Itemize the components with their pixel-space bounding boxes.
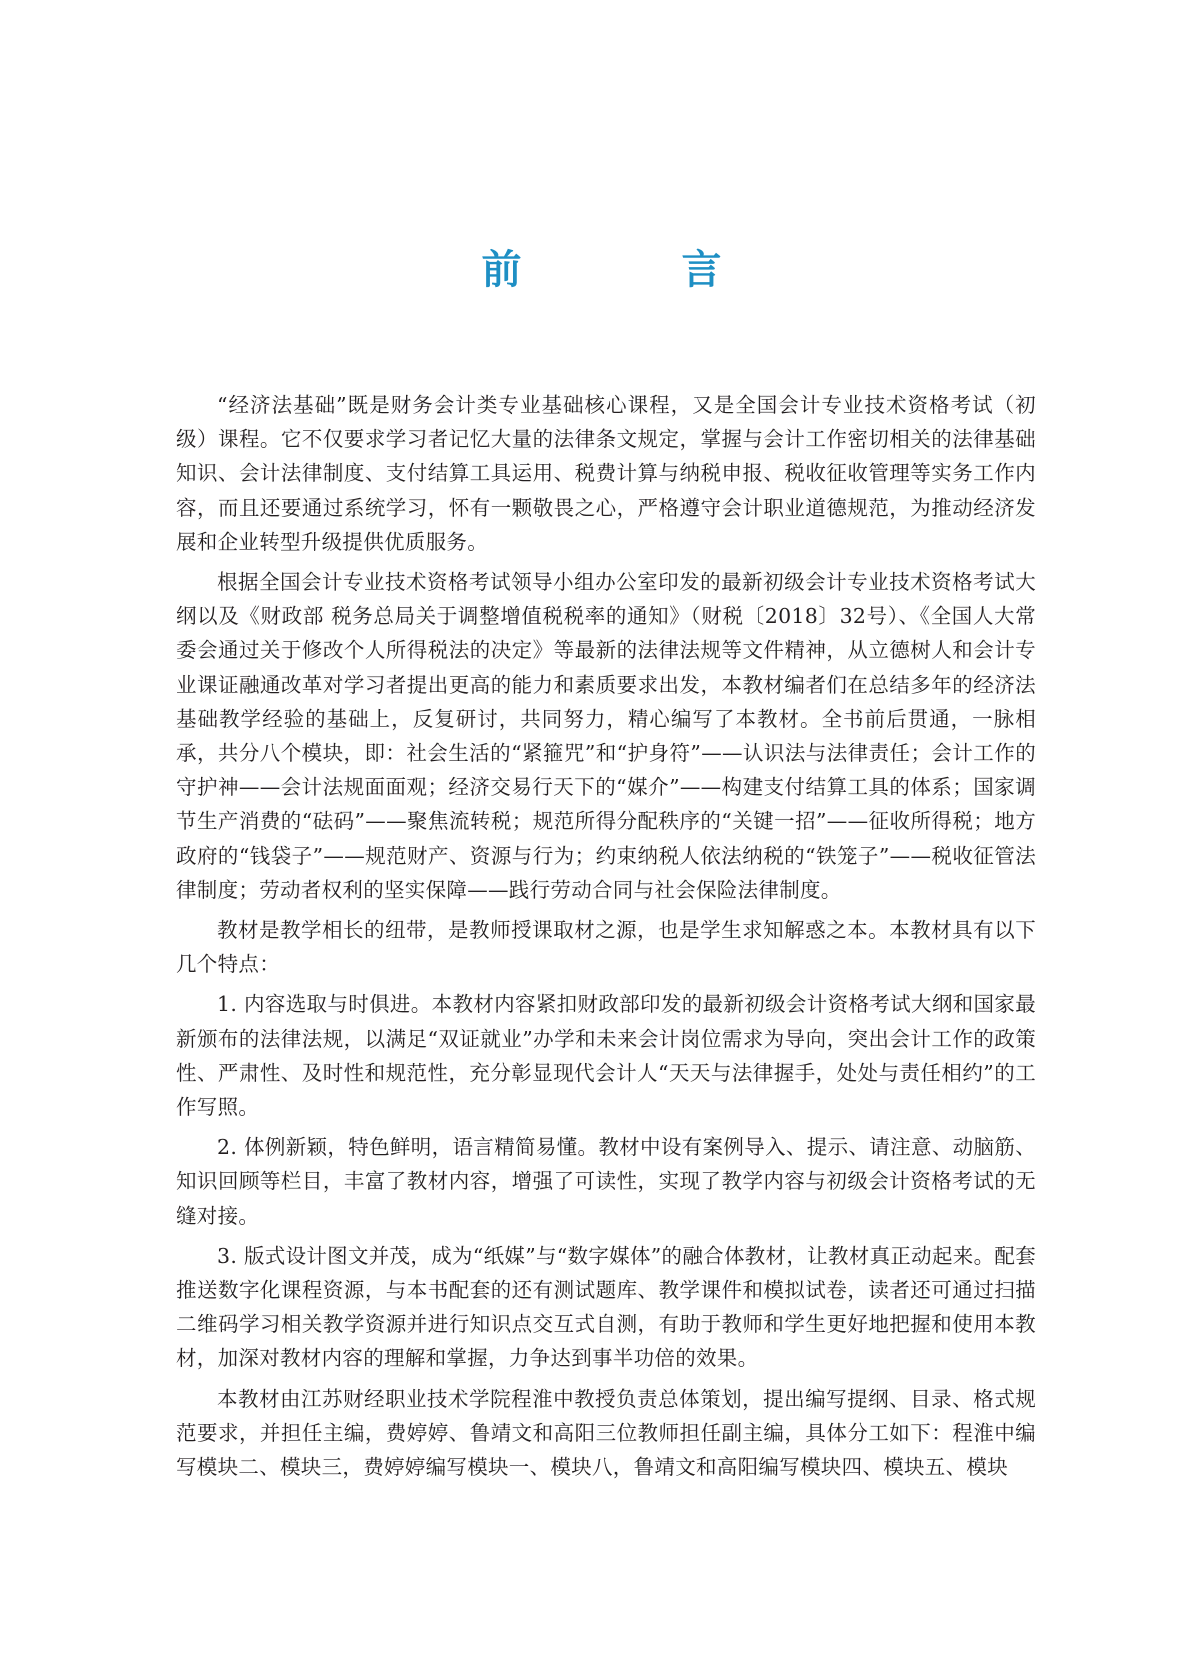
preface-body xyxy=(176,388,1036,1490)
paragraph-feature-2: 2. 体例新颖，特色鲜明，语言精简易懂。教材中设有案例导入、提示、请注意、动脑筋、知识回顾等栏目，丰富了教材内容，增强了可读性，实现了教学内容与初级会计资格考试的无缝对接。 xyxy=(176,1135,1036,1228)
paragraph-feature-1: 1. 内容选取与时俱进。本教材内容紧扣财政部印发的最新初级会计资格考试大纲和国家最新颁布的法律法规，以满足“双证就业”办学和未来会计岗位需求为导向，突出会计工作的政策性、严肃性、及时性和规范性，充分彰显现代会计人“天天与法律握手，处处与责任相约”的工作写照。 xyxy=(176,992,1036,1120)
page-title: 前 言 xyxy=(481,247,782,293)
paragraph-basis: 根据全国会计专业技术资格考试领导小组办公室印发的最新初级会计专业技术资格考试大纲以及《财政部 税务总局关于调整增值税税率的通知》（财税〔2018〕32号）、《全国人大常委会通过关于修改个人所得税法的决定》等最新的法律法规等文件精神，从立德树人和会计专业课证融通改革对学习者提出更高的能力和素质要求出发，本教材编者们在总结多年的经济法基础教学经验的基础上，反复研讨，共同努力，精心编写了本教材。全书前后贯通，一脉相承，共分八个模块，即：社会生活的“紧箍咒”和“护身符”——认识法与法律责任；会计工作的守护神——会计法规面面观；经济交易行天下的“媒介”——构建支付结算工具的体系；国家调节生产消费的“砝码”——聚焦流转税；规范所得分配秩序的“关键一招”——征收所得税；地方政府的“钱袋子”——规范财产、资源与行为；约束纳税人依法纳税的“铁笼子”——税收征管法律制度；劳动者权利的坚实保障——践行劳动合同与社会保险法律制度。 xyxy=(176,570,1036,902)
paragraph-authors: 本教材由江苏财经职业技术学院程淮中教授负责总体策划，提出编写提纲、目录、格式规范要求，并担任主编，费婷婷、鲁靖文和高阳三位教师担任副主编，具体分工如下：程淮中编写模块二、模块三，费婷婷编写模块一、模块八，鲁靖文和高阳编写模块四、模块五、模块 xyxy=(176,1386,1036,1480)
paragraph-feature-3: 3. 版式设计图文并茂，成为“纸媒”与“数字媒体”的融合体教材，让教材真正动起来。配套推送数字化课程资源，与本书配套的还有测试题库、教学课件和模拟试卷，读者还可通过扫描二维码学习相关教学资源并进行知识点交互式自测，有助于教师和学生更好地把握和使用本教材，加深对教材内容的理解和掌握，力争达到事半功倍的效果。 xyxy=(176,1243,1036,1371)
paragraph-features-intro: 教材是教学相长的纽带，是教师授课取材之源，也是学生求知解惑之本。本教材具有以下几个特点： xyxy=(176,918,1036,977)
paragraph-intro: “经济法基础”既是财务会计类专业基础核心课程，又是全国会计专业技术资格考试（初级）课程。它不仅要求学习者记忆大量的法律条文规定，掌握与会计工作密切相关的法律基础知识、会计法律制度、支付结算工具运用、税费计算与纳税申报、税收征收管理等实务工作内容，而且还要通过系统学习，怀有一颗敬畏之心，严格遵守会计职业道德规范，为推动经济发展和企业转型升级提供优质服务。 xyxy=(176,393,1036,554)
